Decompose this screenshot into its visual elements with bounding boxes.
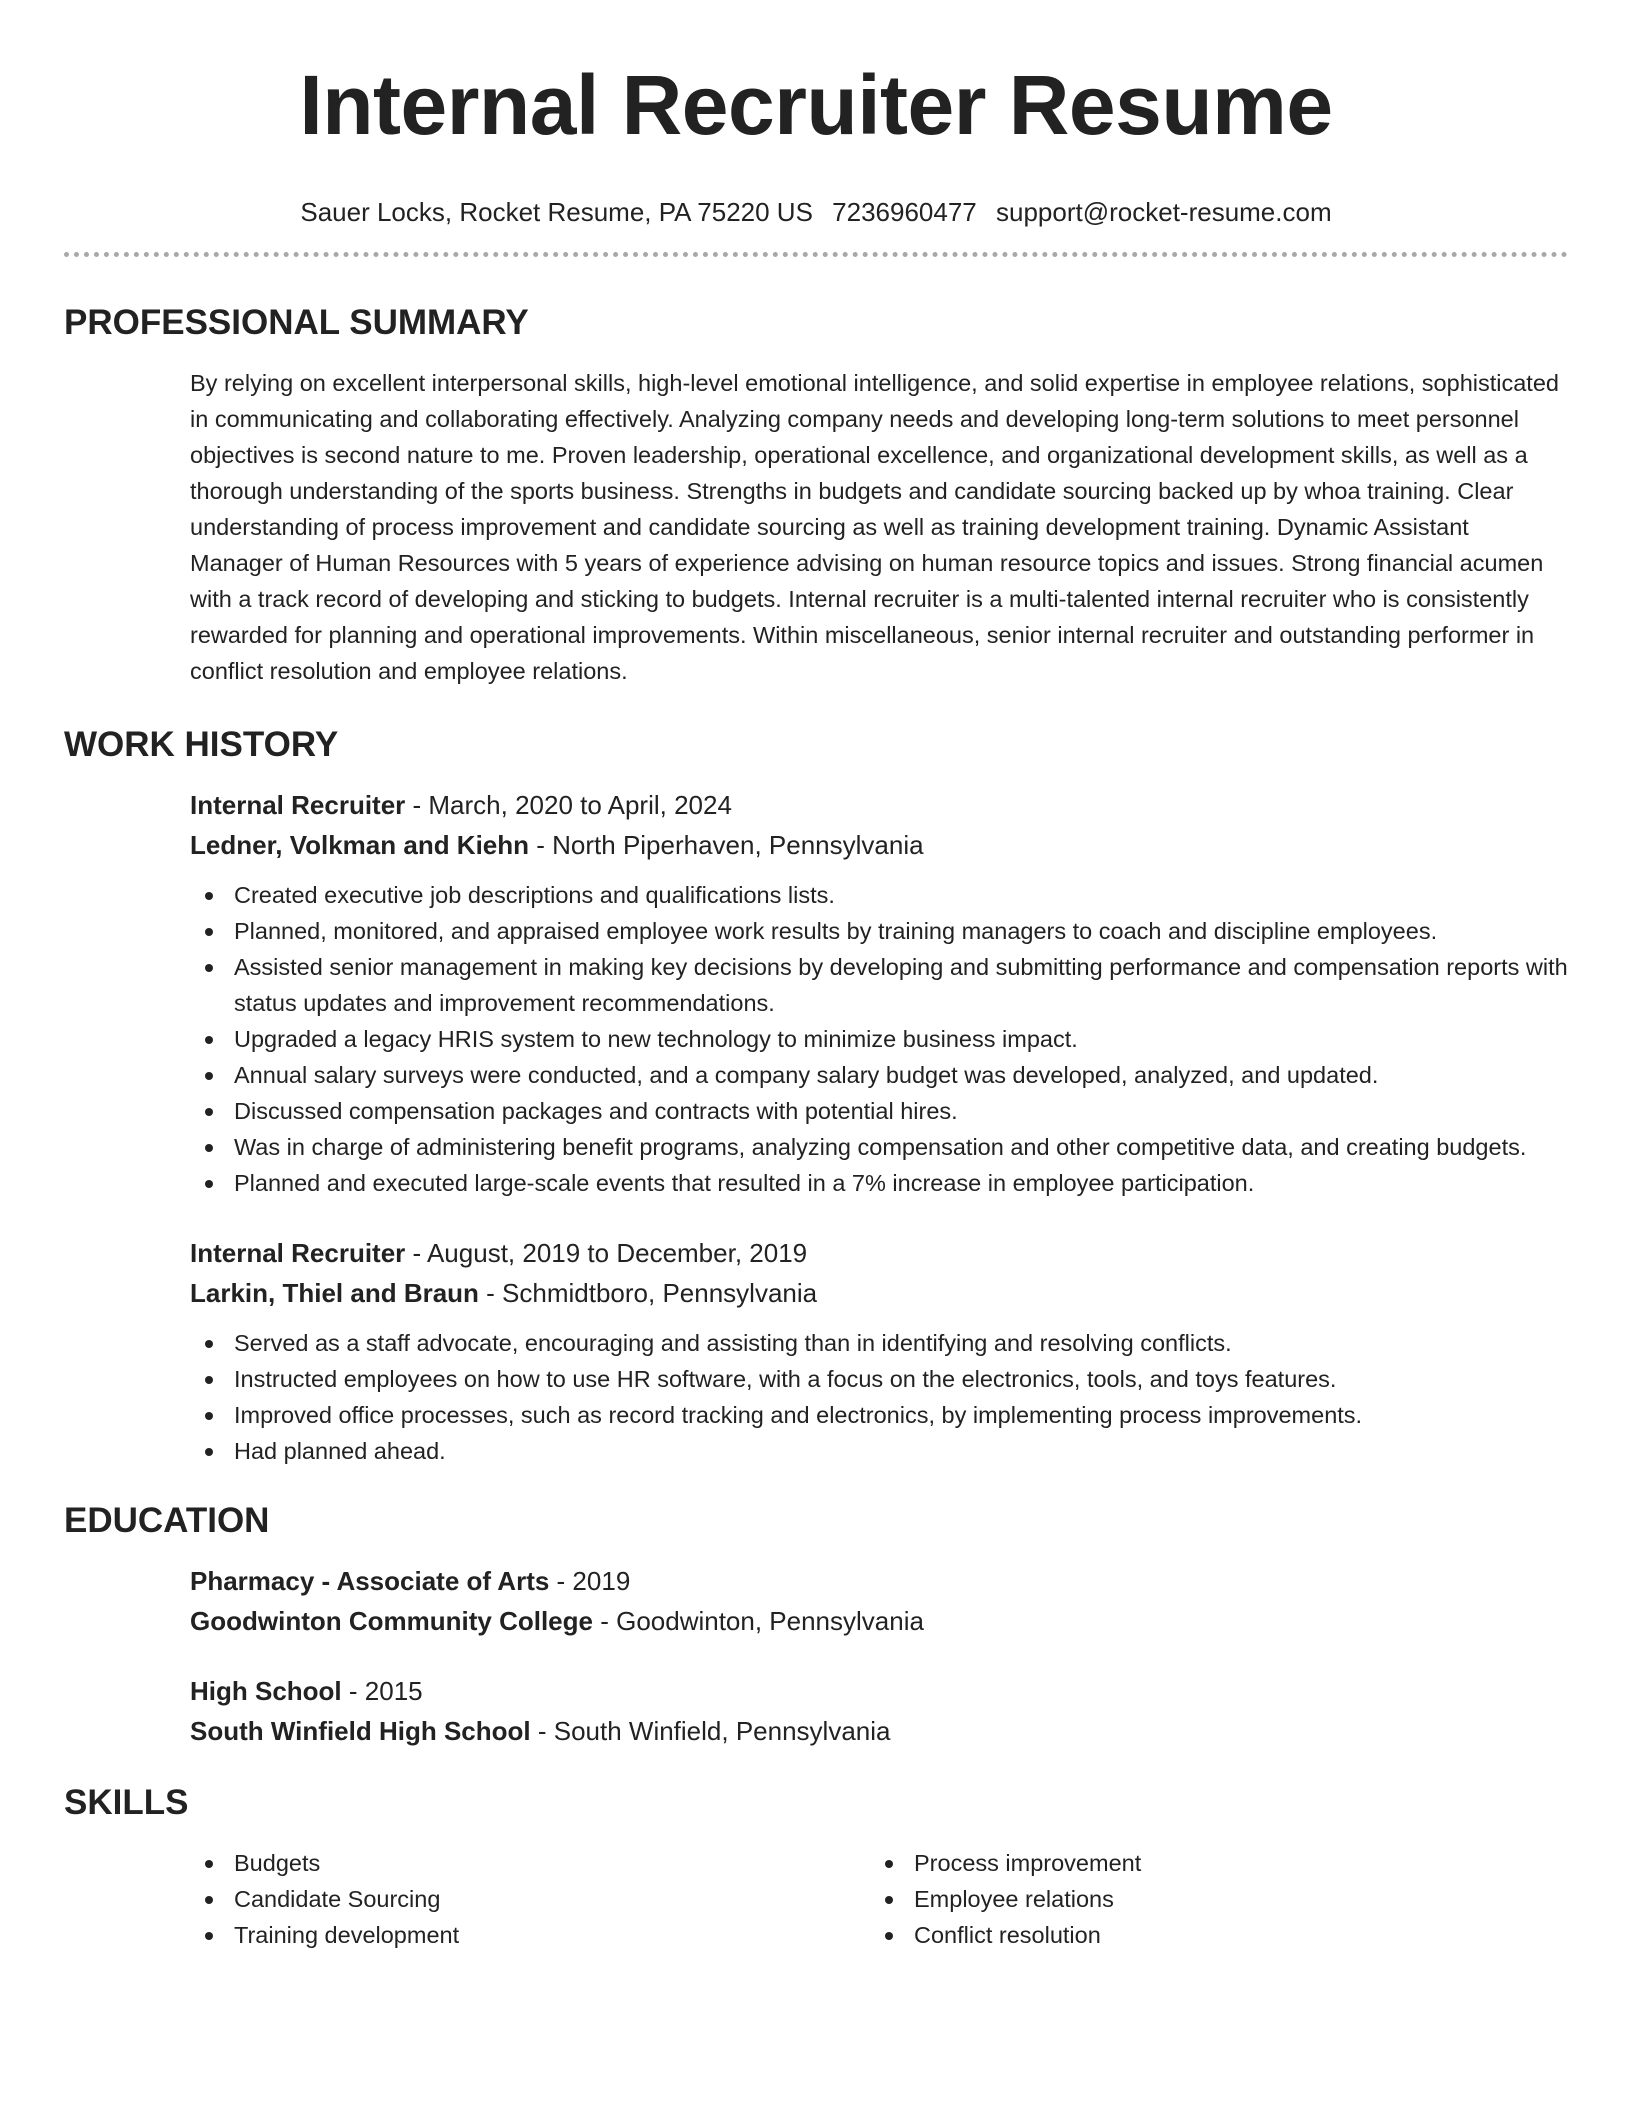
skill-item: Training development (190, 1917, 870, 1953)
job-title: Internal Recruiter (190, 1238, 406, 1268)
contact-address: Sauer Locks, Rocket Resume, PA 75220 US (300, 197, 813, 227)
skill-item: Budgets (190, 1845, 870, 1881)
skill-item: Candidate Sourcing (190, 1881, 870, 1917)
education-section (64, 1561, 1568, 1751)
job-bullet: Planned and executed large-scale events that resulted in a 7% increase in employee participation. (190, 1165, 1568, 1201)
job-dates: - August, 2019 to December, 2019 (405, 1238, 808, 1268)
skills-heading: SKILLS (64, 1783, 189, 1822)
degree-year: - 2019 (549, 1566, 631, 1596)
degree: Pharmacy - Associate of Arts (190, 1566, 550, 1596)
skills-list-left (190, 1845, 870, 1953)
job-location: - Schmidtboro, Pennsylvania (478, 1278, 818, 1308)
degree-year: - 2015 (341, 1676, 423, 1706)
school-location: - Goodwinton, Pennsylvania (592, 1606, 924, 1636)
header-divider (64, 252, 1568, 257)
school-location: - South Winfield, Pennsylvania (530, 1716, 891, 1746)
education-entry (190, 1671, 1568, 1751)
job-bullet: Upgraded a legacy HRIS system to new technology to minimize business impact. (190, 1021, 1568, 1057)
job-company: Larkin, Thiel and Braun (190, 1278, 479, 1308)
skills-grid (190, 1833, 1568, 1953)
resume-title: Internal Recruiter Resume (299, 58, 1333, 152)
school-line (190, 1601, 1568, 1641)
contact-phone: 7236960477 (832, 197, 977, 227)
summary-text: By relying on excellent interpersonal skills, high-level emotional intelligence, and solid expertise in employee relations, sophisticated in communicating and collaborating effectively. Analyzing company needs and developing long-term solutions to meet personnel objectives is second nature to me. Proven leadership, operational excellence, and organizational development skills, as well as a thorough understanding of the sports business. Strengths in budgets and candidate sourcing backed up by whoa training. Clear understanding of process improvement and candidate sourcing as well as training development training. Dynamic Assistant Manager of Human Resources with 5 years of experience advising on human resource topics and issues. Strong financial acumen with a track record of developing and sticking to budgets. Internal recruiter is a multi-talented internal recruiter who is consistently rewarded for planning and operational improvements. Within miscellaneous, senior internal recruiter and outstanding performer in conflict resolution and employee relations. (190, 370, 1559, 684)
job-bullet-list (190, 1325, 1568, 1469)
summary-section (64, 365, 1568, 689)
job-location: - North Piperhaven, Pennsylvania (529, 830, 924, 860)
work-history-heading: WORK HISTORY (64, 725, 339, 764)
summary-heading: PROFESSIONAL SUMMARY (64, 303, 529, 342)
degree-line (190, 1671, 1568, 1711)
skills-section (64, 1833, 1568, 1953)
job-entry (190, 1233, 1568, 1469)
skill-item: Employee relations (870, 1881, 1550, 1917)
job-bullet: Created executive job descriptions and qualifications lists. (190, 877, 1568, 913)
job-bullet: Assisted senior management in making key decisions by developing and submitting performance and compensation reports with status updates and improvement recommendations. (190, 949, 1568, 1021)
job-bullet: Planned, monitored, and appraised employee work results by training managers to coach and discipline employees. (190, 913, 1568, 949)
degree: High School (190, 1676, 342, 1706)
job-bullet: Was in charge of administering benefit programs, analyzing compensation and other competitive data, and creating budgets. (190, 1129, 1568, 1165)
job-title-line (190, 1233, 1568, 1273)
job-bullet: Discussed compensation packages and contracts with potential hires. (190, 1093, 1568, 1129)
job-dates: - March, 2020 to April, 2024 (405, 790, 732, 820)
skill-item: Conflict resolution (870, 1917, 1550, 1953)
job-entry (190, 785, 1568, 1201)
skills-list-right (870, 1845, 1550, 1953)
job-company: Ledner, Volkman and Kiehn (190, 830, 530, 860)
job-company-line (190, 825, 1568, 865)
degree-line (190, 1561, 1568, 1601)
job-bullet: Annual salary surveys were conducted, and a company salary budget was developed, analyzed, and updated. (190, 1057, 1568, 1093)
education-entry (190, 1561, 1568, 1641)
school: Goodwinton Community College (190, 1606, 593, 1636)
job-company-line (190, 1273, 1568, 1313)
job-title: Internal Recruiter (190, 790, 406, 820)
contact-line (64, 196, 1568, 228)
skill-item: Process improvement (870, 1845, 1550, 1881)
job-bullet: Improved office processes, such as record tracking and electronics, by implementing process improvements. (190, 1397, 1568, 1433)
contact-email: support@rocket-resume.com (996, 197, 1332, 227)
work-history-section (64, 785, 1568, 1469)
education-heading: EDUCATION (64, 1501, 270, 1540)
job-bullet-list (190, 877, 1568, 1201)
school: South Winfield High School (190, 1716, 531, 1746)
job-bullet: Served as a staff advocate, encouraging and assisting than in identifying and resolving conflicts. (190, 1325, 1568, 1361)
job-title-line (190, 785, 1568, 825)
job-bullet: Instructed employees on how to use HR software, with a focus on the electronics, tools, and toys features. (190, 1361, 1568, 1397)
school-line (190, 1711, 1568, 1751)
job-bullet: Had planned ahead. (190, 1433, 1568, 1469)
